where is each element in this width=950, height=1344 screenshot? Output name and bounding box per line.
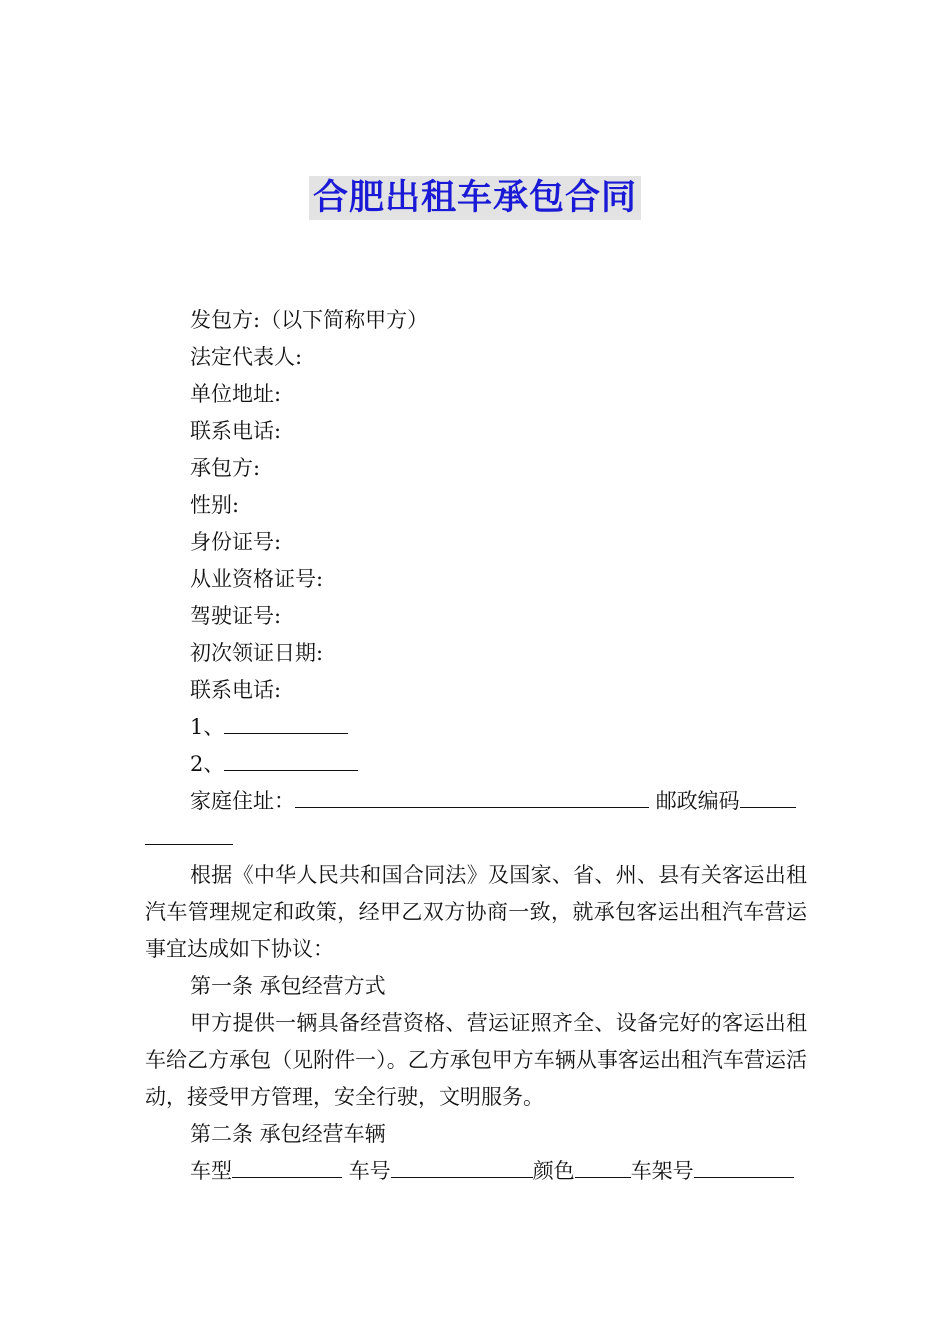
vehicle-model-blank[interactable] <box>232 1153 342 1178</box>
phone-1-label: 1、 <box>190 715 225 739</box>
article-2-heading: 第二条 承包经营车辆 <box>190 1122 386 1146</box>
document-body <box>145 302 807 1190</box>
postcode-continuation-row <box>145 820 807 857</box>
vehicle-color-label: 颜色 <box>532 1159 575 1183</box>
party-b-gender: 性别: <box>190 493 240 517</box>
party-b-label: 承包方: <box>190 456 261 480</box>
vehicle-frame-label: 车架号 <box>630 1159 694 1183</box>
postcode-blank[interactable] <box>740 783 796 808</box>
home-address-row <box>145 783 807 820</box>
vehicle-color-blank[interactable] <box>575 1153 631 1178</box>
vehicle-frame-blank[interactable] <box>694 1153 794 1178</box>
vehicle-plate-blank[interactable] <box>391 1153 533 1178</box>
article-1-text: 甲方提供一辆具备经营资格、营运证照齐全、设备完好的客运出租车给乙方承包（见附件一）。乙方承包甲方车辆从事客运出租汽车营运活动，接受甲方管理，安全行驶，文明服务。 <box>145 1011 807 1109</box>
vehicle-info-row <box>145 1153 807 1190</box>
postcode-blank-continued[interactable] <box>145 820 233 845</box>
party-a-rep: 法定代表人: <box>190 345 303 369</box>
party-a-label: 发包方:（以下简称甲方） <box>190 308 429 332</box>
phone-2-row <box>145 746 807 783</box>
home-address-blank[interactable] <box>295 783 649 808</box>
preamble-paragraph: 根据《中华人民共和国合同法》及国家、省、州、县有关客运出租汽车管理规定和政策，经甲乙双方协商一致，就承包客运出租汽车营运事宜达成如下协议： <box>145 863 807 961</box>
article-1-heading: 第一条 承包经营方式 <box>190 974 386 998</box>
home-address-label: 家庭住址： <box>190 789 295 813</box>
phone-1-row <box>145 709 807 746</box>
title-container <box>0 176 950 220</box>
party-b-id-no: 身份证号: <box>190 530 282 554</box>
document-title: 合肥出租车承包合同 <box>309 176 641 220</box>
vehicle-plate-label: 车号 <box>348 1159 391 1183</box>
party-a-address: 单位地址: <box>190 382 282 406</box>
phone-2-label: 2、 <box>190 752 225 776</box>
postcode-label: 邮政编码 <box>655 789 740 813</box>
party-b-qual-no: 从业资格证号: <box>190 567 324 591</box>
party-b-phone: 联系电话: <box>190 678 282 702</box>
party-a-phone: 联系电话: <box>190 419 282 443</box>
phone-1-blank[interactable] <box>224 709 348 734</box>
party-b-first-license-date: 初次领证日期: <box>190 641 324 665</box>
vehicle-model-label: 车型 <box>190 1159 232 1183</box>
party-b-license-no: 驾驶证号: <box>190 604 282 628</box>
phone-2-blank[interactable] <box>224 746 358 771</box>
